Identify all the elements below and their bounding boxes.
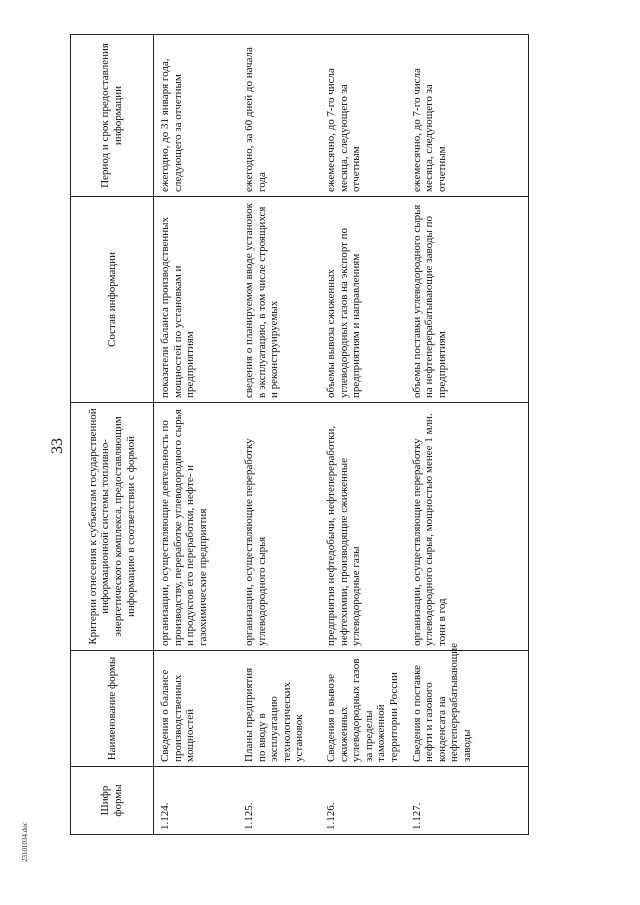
cell-name: Планы предприятия по вводу в эксплуатацию технологических установок <box>238 651 320 767</box>
cell-criteria: организации, осуществляющие деятельность по производству, переработке углеводородного сырья и продуктов его переработки, нефте- и газохимические предприятия <box>154 403 239 651</box>
cell-criteria: организации, осуществляющие переработку углеводородного сырья, мощностью менее 1 млн. тонн в год <box>406 403 529 651</box>
cell-name: Сведения о вывозе сжиженных углеводородных газов за пределы таможенной территории России <box>320 651 406 767</box>
cell-period: ежемесячно, до 7-го числа месяца, следующего за отчетным <box>406 35 529 197</box>
cell-composition: показатели баланса производственных мощностей по установкам и предприятиям <box>154 197 239 403</box>
cell-composition: объемы вывоза сжиженных углеводородных газов на экспорт по предприятиям и направлениям <box>320 197 406 403</box>
header-criteria: Критерии отнесения к субъектам государственной информационной системы топливно-энергетического комплекса, предоставляющим информацию в соответствии с формой <box>71 403 154 651</box>
header-composition: Состав информации <box>71 197 154 403</box>
table-row <box>320 35 406 835</box>
cell-period: ежемесячно, до 7-го числа месяца, следующего за отчетным <box>320 35 406 197</box>
cell-period: ежегодно, за 60 дней до начала года <box>238 35 320 197</box>
cell-period: ежегодно, до 31 января года, следующего за отчетным <box>154 35 239 197</box>
page-number: 33 <box>49 438 66 454</box>
header-period: Период и срок предоставления информации <box>71 35 154 197</box>
document-rotated-content <box>70 35 633 835</box>
header-code: Шифр формы <box>71 767 154 835</box>
document-filename: 23101034.doc <box>21 822 29 862</box>
cell-composition: сведения о планируемом вводе установок в эксплуатацию, в том числе строящихся и реконструируемых <box>238 197 320 403</box>
forms-table <box>70 34 529 835</box>
cell-name: Сведения о балансе производственных мощностей <box>154 651 239 767</box>
cell-criteria: предприятия нефтедобычи, нефтепереработки, нефтехимии, производящие сжиженные углеводородные газы <box>320 403 406 651</box>
cell-criteria: организации, осуществляющие переработку углеводородного сырья <box>238 403 320 651</box>
cell-name: Сведения о поставке нефти и газового конденсата на нефтеперерабатывающие заводы <box>406 651 529 767</box>
table-header-row <box>71 35 154 835</box>
table-row <box>238 35 320 835</box>
cell-code: 1.125. <box>238 767 320 835</box>
table-row <box>406 35 529 835</box>
cell-code: 1.127. <box>406 767 529 835</box>
cell-code: 1.126. <box>320 767 406 835</box>
table-row <box>154 35 239 835</box>
cell-composition: объемы поставки углеводородного сырья на нефтеперерабатывающие заводы по предприятиям <box>406 197 529 403</box>
cell-code: 1.124. <box>154 767 239 835</box>
header-name: Наименование формы <box>71 651 154 767</box>
